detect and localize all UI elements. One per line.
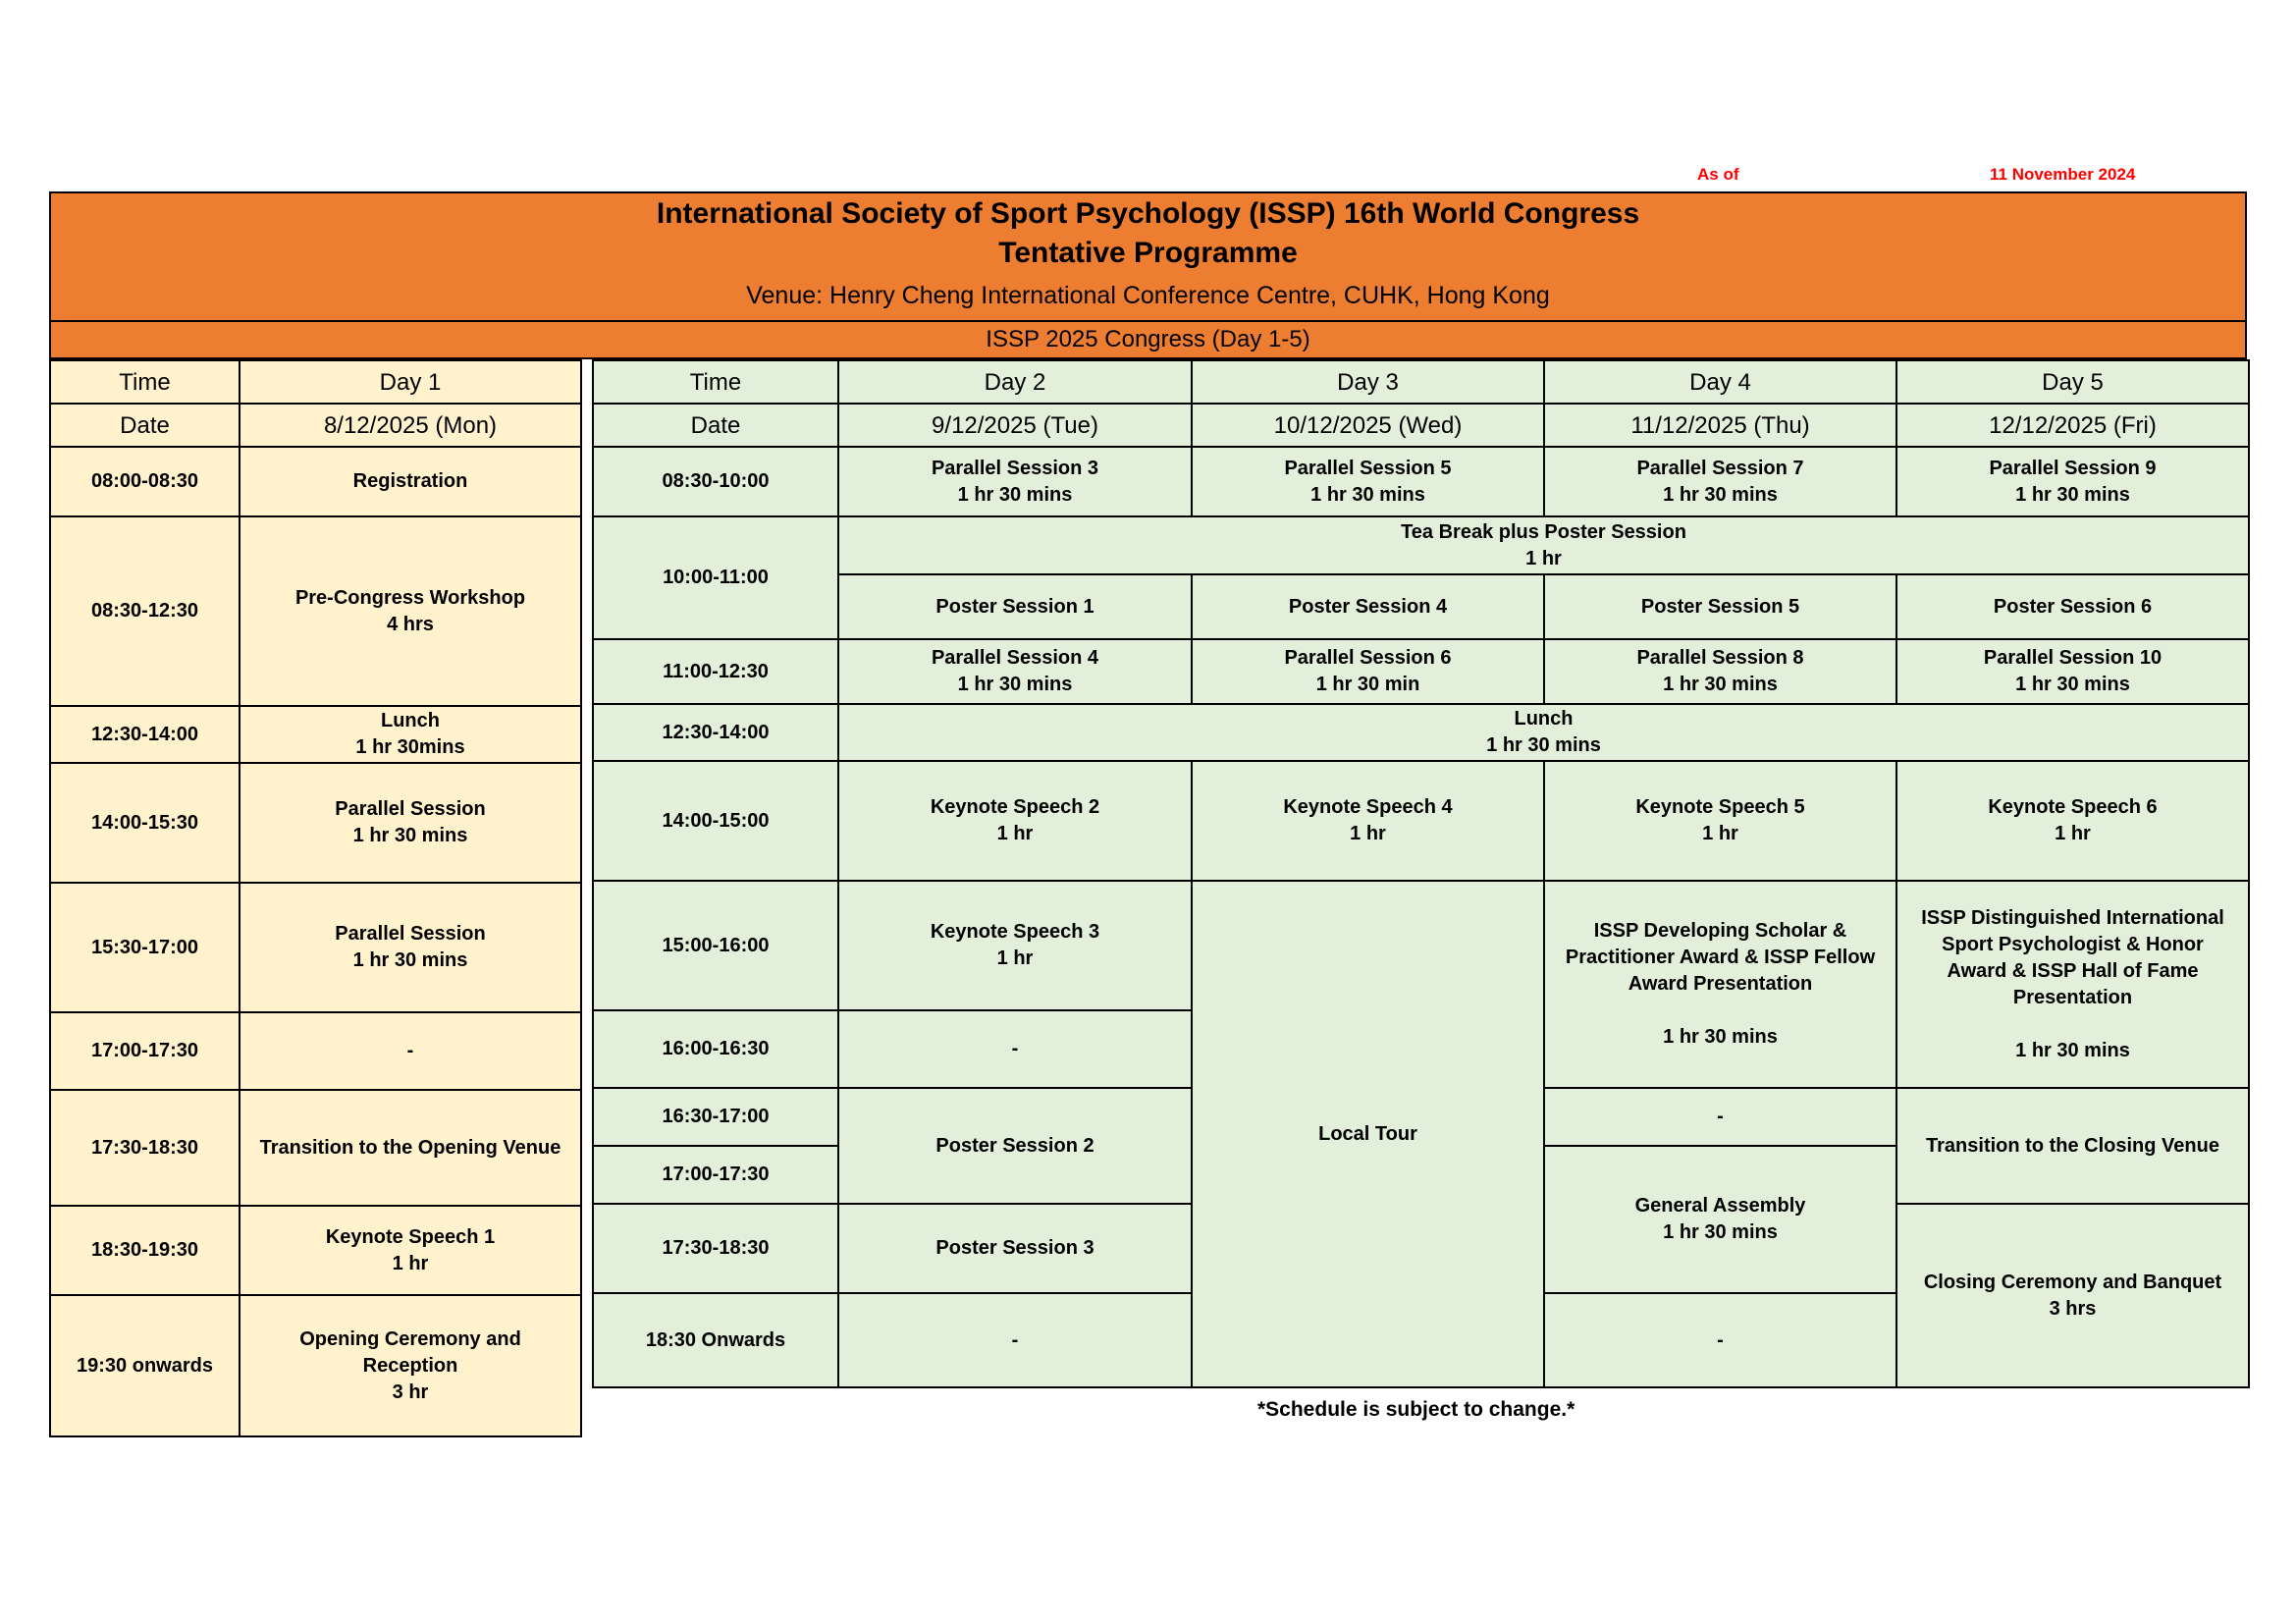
session-cell: Parallel Session 4 1 hr 30 mins bbox=[838, 639, 1192, 704]
day1-event: Opening Ceremony and Reception 3 hr bbox=[240, 1295, 581, 1436]
day1-time: 17:00-17:30 bbox=[50, 1012, 240, 1090]
slot-time: 17:00-17:30 bbox=[593, 1146, 838, 1204]
day1-time: 15:30-17:00 bbox=[50, 883, 240, 1012]
day1-event: Lunch 1 hr 30mins bbox=[240, 706, 581, 763]
day1-schedule-table bbox=[49, 359, 582, 1437]
day1-event: Keynote Speech 1 1 hr bbox=[240, 1206, 581, 1295]
date-header: Date bbox=[50, 404, 240, 447]
award-presentation-cell: ISSP Distinguished International Sport Psychologist & Honor Award & ISSP Hall of Fame Presentation 1 hr 30 mins bbox=[1896, 881, 2249, 1088]
slot-time: 10:00-11:00 bbox=[593, 516, 838, 639]
slot-time: 11:00-12:30 bbox=[593, 639, 838, 704]
poster-cell: Poster Session 4 bbox=[1192, 574, 1544, 639]
day1-time: 17:30-18:30 bbox=[50, 1090, 240, 1206]
slot-time: 12:30-14:00 bbox=[593, 704, 838, 761]
session-cell: Parallel Session 7 1 hr 30 mins bbox=[1544, 447, 1896, 516]
programme-header bbox=[49, 191, 2247, 322]
programme-subtitle: Tentative Programme bbox=[998, 237, 1298, 269]
poster-cell: Poster Session 1 bbox=[838, 574, 1192, 639]
day-header: Day 4 bbox=[1544, 360, 1896, 404]
keynote-cell: Keynote Speech 6 1 hr bbox=[1896, 761, 2249, 881]
slot-time: 16:00-16:30 bbox=[593, 1010, 838, 1088]
slot-time: 08:30-10:00 bbox=[593, 447, 838, 516]
as-of-label: As of bbox=[1697, 165, 1739, 184]
poster-cell: Poster Session 5 bbox=[1544, 574, 1896, 639]
day1-event: Parallel Session 1 hr 30 mins bbox=[240, 763, 581, 883]
keynote-cell: Keynote Speech 3 1 hr bbox=[838, 881, 1192, 1010]
poster-cell: Poster Session 3 bbox=[838, 1204, 1192, 1293]
day-header: Day 5 bbox=[1896, 360, 2249, 404]
venue-line: Venue: Henry Cheng International Conference Centre, CUHK, Hong Kong bbox=[746, 282, 1550, 309]
empty-slot-cell: - bbox=[1544, 1293, 1896, 1387]
day-date: 9/12/2025 (Tue) bbox=[838, 404, 1192, 447]
tea-break-cell: Tea Break plus Poster Session 1 hr bbox=[838, 516, 2249, 574]
slot-time: 17:30-18:30 bbox=[593, 1204, 838, 1293]
congress-days-banner: ISSP 2025 Congress (Day 1-5) bbox=[49, 320, 2247, 359]
date-header: Date bbox=[593, 404, 838, 447]
day-date: 10/12/2025 (Wed) bbox=[1192, 404, 1544, 447]
time-header: Time bbox=[593, 360, 838, 404]
day1-time: 19:30 onwards bbox=[50, 1295, 240, 1436]
day-header: Day 2 bbox=[838, 360, 1192, 404]
poster-cell: Poster Session 6 bbox=[1896, 574, 2249, 639]
session-cell: Parallel Session 5 1 hr 30 mins bbox=[1192, 447, 1544, 516]
day-date: 12/12/2025 (Fri) bbox=[1896, 404, 2249, 447]
day-header: Day 3 bbox=[1192, 360, 1544, 404]
day1-event: Pre-Congress Workshop 4 hrs bbox=[240, 516, 581, 706]
time-header: Time bbox=[50, 360, 240, 404]
keynote-cell: Keynote Speech 4 1 hr bbox=[1192, 761, 1544, 881]
day1-time: 12:30-14:00 bbox=[50, 706, 240, 763]
day1-header: Day 1 bbox=[240, 360, 581, 404]
slot-time: 18:30 Onwards bbox=[593, 1293, 838, 1387]
lunch-cell: Lunch 1 hr 30 mins bbox=[838, 704, 2249, 761]
session-cell: Parallel Session 8 1 hr 30 mins bbox=[1544, 639, 1896, 704]
keynote-cell: Keynote Speech 2 1 hr bbox=[838, 761, 1192, 881]
slot-time: 14:00-15:00 bbox=[593, 761, 838, 881]
day1-event: - bbox=[240, 1012, 581, 1090]
congress-title: International Society of Sport Psychology (ISSP) 16th World Congress bbox=[656, 197, 1640, 230]
day1-event: Parallel Session 1 hr 30 mins bbox=[240, 883, 581, 1012]
day1-time: 14:00-15:30 bbox=[50, 763, 240, 883]
days2to5-schedule-table bbox=[592, 359, 2250, 1388]
day1-event: Registration bbox=[240, 447, 581, 516]
as-of-date: 11 November 2024 bbox=[1990, 165, 2136, 184]
session-cell: Parallel Session 9 1 hr 30 mins bbox=[1896, 447, 2249, 516]
day1-event: Transition to the Opening Venue bbox=[240, 1090, 581, 1206]
session-cell: Parallel Session 10 1 hr 30 mins bbox=[1896, 639, 2249, 704]
general-assembly-cell: General Assembly 1 hr 30 mins bbox=[1544, 1146, 1896, 1293]
session-cell: Parallel Session 3 1 hr 30 mins bbox=[838, 447, 1192, 516]
session-cell: Parallel Session 6 1 hr 30 min bbox=[1192, 639, 1544, 704]
schedule-note: *Schedule is subject to change.* bbox=[1257, 1398, 1575, 1421]
empty-slot-cell: - bbox=[1544, 1088, 1896, 1146]
keynote-cell: Keynote Speech 5 1 hr bbox=[1544, 761, 1896, 881]
day-date: 11/12/2025 (Thu) bbox=[1544, 404, 1896, 447]
local-tour-cell: Local Tour bbox=[1192, 881, 1544, 1387]
empty-slot-cell: - bbox=[838, 1293, 1192, 1387]
slot-time: 16:30-17:00 bbox=[593, 1088, 838, 1146]
day1-time: 18:30-19:30 bbox=[50, 1206, 240, 1295]
empty-slot-cell: - bbox=[838, 1010, 1192, 1088]
day1-time: 08:30-12:30 bbox=[50, 516, 240, 706]
closing-ceremony-cell: Closing Ceremony and Banquet 3 hrs bbox=[1896, 1204, 2249, 1387]
transition-cell: Transition to the Closing Venue bbox=[1896, 1088, 2249, 1204]
day1-date: 8/12/2025 (Mon) bbox=[240, 404, 581, 447]
award-presentation-cell: ISSP Developing Scholar & Practitioner Award & ISSP Fellow Award Presentation 1 hr 30 mins bbox=[1544, 881, 1896, 1088]
slot-time: 15:00-16:00 bbox=[593, 881, 838, 1010]
poster-cell: Poster Session 2 bbox=[838, 1088, 1192, 1204]
day1-time: 08:00-08:30 bbox=[50, 447, 240, 516]
